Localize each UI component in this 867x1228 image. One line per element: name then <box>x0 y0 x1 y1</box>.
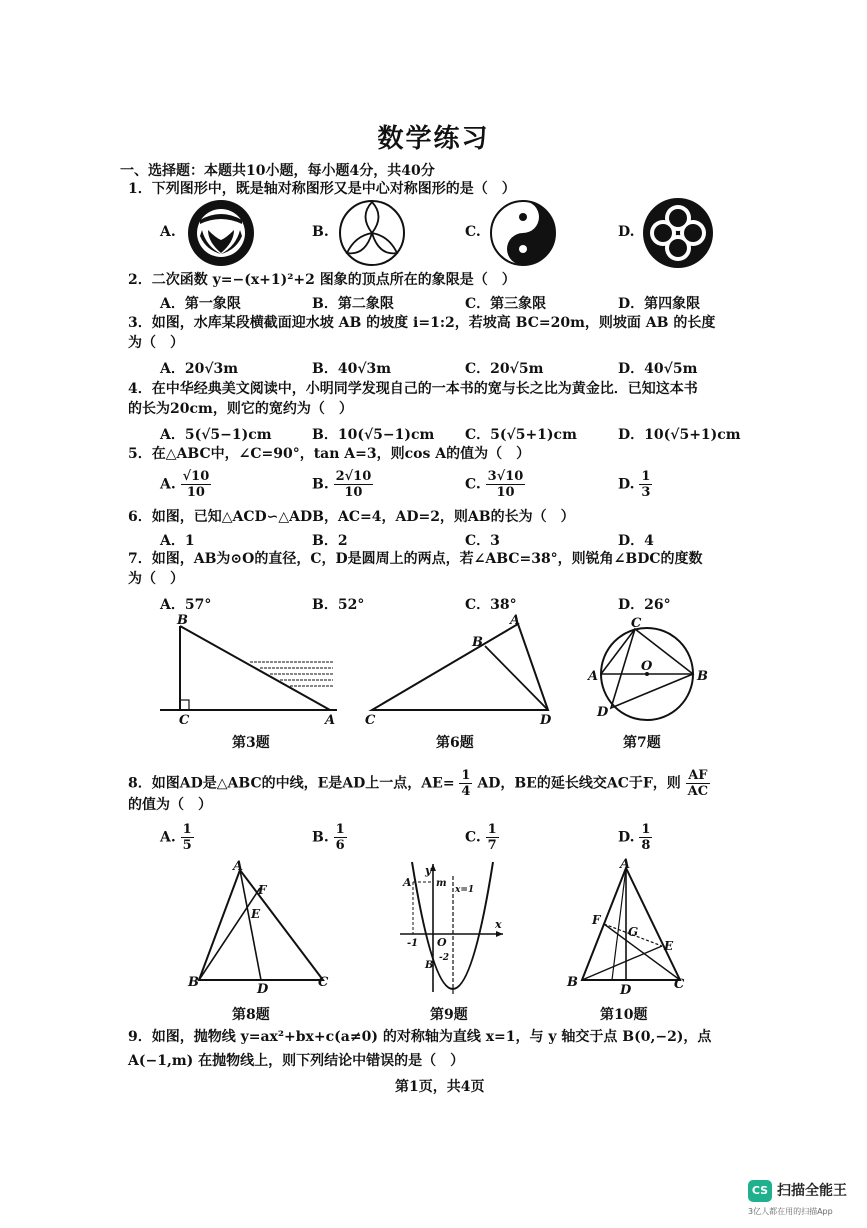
q4-stem-line1: 4．在中华经典美文阅读中，小明同学发现自己的一本书的宽与长之比为黄金比．已知这本书 <box>128 381 698 397</box>
q7-stem-line1: 7．如图，AB为⊙O的直径，C，D是圆周上的两点，若∠ABC=38°，则锐角∠BDC的度数 <box>128 551 703 567</box>
fig10-label-g: G <box>628 925 639 939</box>
q5-option-a-letter: A. <box>160 476 176 493</box>
q8-option-c <box>465 822 499 853</box>
fig8-label-a: A <box>233 859 244 874</box>
fig7-label-a: A <box>588 669 599 684</box>
q6-option-b: B．2 <box>312 533 348 549</box>
q5-c-denominator: 10 <box>496 485 515 500</box>
caption-fig8: 第8题 <box>232 1007 270 1023</box>
q5-c-numerator: 3√10 <box>487 469 524 484</box>
q8-ratio-numerator: AF <box>686 768 710 784</box>
q2-option-a: A．第一象限 <box>160 296 241 312</box>
q5-b-numerator: 2√10 <box>335 469 372 484</box>
section-heading: 一、选择题：本题共10小题，每小题4分，共40分 <box>120 163 435 179</box>
q8-b-numerator: 1 <box>335 822 345 837</box>
q6-option-d: D．4 <box>618 533 654 549</box>
q8-option-b-letter: B. <box>312 829 329 846</box>
scanner-slogan: 3亿人都在用的扫描App <box>748 1207 833 1216</box>
q2-stem: 2．二次函数 y=−(x+1)²+2 图象的顶点所在的象限是（ ） <box>128 272 516 288</box>
q8-a-numerator: 1 <box>182 822 192 837</box>
q7-option-a: A．57° <box>160 597 212 613</box>
q8-d-denominator: 8 <box>641 838 651 853</box>
caption-fig9: 第9题 <box>430 1007 468 1023</box>
q6-stem: 6．如图，已知△ACD∽△ADB，AC=4，AD=2，则AB的长为（ ） <box>128 509 575 525</box>
q6-option-c: C．3 <box>465 533 500 549</box>
q5-stem: 5．在△ABC中，∠C=90°，tan A=3，则cos A的值为（ ） <box>128 446 531 462</box>
caption-fig10: 第10题 <box>600 1007 648 1023</box>
figure-q3-slope <box>155 612 345 727</box>
q8-b-denominator: 6 <box>335 838 345 853</box>
q7-stem-line2: 为（ ） <box>128 571 184 587</box>
fig8-label-e: E <box>251 907 261 921</box>
scanner-logo-icon: CS <box>748 1180 772 1202</box>
q5-a-denominator: 10 <box>186 485 205 500</box>
q8-stem-part1: 8．如图AD是△ABC的中线，E是AD上一点，AE= <box>128 775 455 792</box>
fig3-label-b: B <box>177 613 188 628</box>
fig8-label-b: B <box>188 975 199 990</box>
fig10-label-a: A <box>620 857 631 872</box>
q1-stem: 1．下列图形中，既是轴对称图形又是中心对称图形的是（ ） <box>128 181 516 197</box>
q5-a-numerator: √10 <box>182 469 210 484</box>
fig9-label-b: B <box>425 960 434 971</box>
fig9-label-minus1: -1 <box>407 938 419 949</box>
fig3-label-c: C <box>179 713 190 727</box>
q8-stem-part2: AD，BE的延长线交AC于F，则 <box>477 775 681 792</box>
q4-option-d: D．10(√5+1)cm <box>618 427 741 443</box>
q1-option-c: C. <box>465 224 481 240</box>
caption-fig3: 第3题 <box>232 735 270 751</box>
q8-ratio-denominator: AC <box>687 784 709 799</box>
fig9-label-a: A <box>403 876 412 889</box>
q2-option-d: D．第四象限 <box>618 296 701 312</box>
fig9-label-m: m <box>436 878 447 889</box>
q5-option-b-letter: B. <box>312 476 329 493</box>
q3-stem-line1: 3．如图，水库某段横截面迎水坡 AB 的坡度 i=1:2，若坡高 BC=20m，则坡面 AB 的长度 <box>128 315 716 331</box>
q7-option-c: C．38° <box>465 597 517 613</box>
fig6-label-c: C <box>365 713 376 727</box>
q5-option-b <box>312 469 373 500</box>
q8-option-a <box>160 822 194 853</box>
q5-option-c-letter: C. <box>465 476 481 493</box>
fig9-label-y: y <box>425 864 432 877</box>
fig10-label-f: F <box>592 913 601 927</box>
fig10-label-d: D <box>620 983 632 998</box>
fig8-label-c: C <box>318 975 329 990</box>
figure-q7-circle <box>585 612 715 727</box>
fig6-label-d: D <box>540 713 552 727</box>
q5-b-denominator: 10 <box>344 485 363 500</box>
q7-option-b: B．52° <box>312 597 365 613</box>
q8-option-d-letter: D. <box>618 829 635 846</box>
q8-c-denominator: 7 <box>487 838 497 853</box>
q1-figure-c <box>488 198 558 268</box>
q5-option-a <box>160 469 211 500</box>
q7-option-d: D．26° <box>618 597 671 613</box>
fig8-label-d: D <box>257 982 269 993</box>
fig10-label-c: C <box>674 977 685 992</box>
q3-stem-line2: 为（ ） <box>128 335 184 351</box>
fig6-label-b: B <box>472 635 483 650</box>
q8-c-numerator: 1 <box>487 822 497 837</box>
q3-option-a: A．20√3m <box>160 361 239 377</box>
q1-option-a: A. <box>160 224 176 240</box>
q3-option-d: D．40√5m <box>618 361 698 377</box>
q8-stem-denominator: 4 <box>461 784 471 799</box>
q9-stem-line2: A(−1,m) 在抛物线上，则下列结论中错误的是（ ） <box>128 1053 465 1069</box>
fig9-label-o: O <box>437 936 447 949</box>
q8-stem-line2: 的值为（ ） <box>128 797 212 813</box>
q5-option-c <box>465 469 525 500</box>
q4-option-c: C．5(√5+1)cm <box>465 427 577 443</box>
q1-option-d: D. <box>618 224 635 240</box>
fig3-label-a: A <box>325 713 336 727</box>
fig8-label-f: F <box>258 883 267 897</box>
fig9-label-x: x <box>495 918 502 931</box>
q3-option-b: B．40√3m <box>312 361 392 377</box>
figure-q9-parabola <box>395 856 510 998</box>
q3-option-c: C．20√5m <box>465 361 544 377</box>
q8-stem-numerator: 1 <box>461 768 471 783</box>
fig9-label-minus2: -2 <box>439 953 449 963</box>
q5-d-numerator: 1 <box>641 469 651 484</box>
figure-q10-triangle <box>564 856 694 998</box>
q8-a-denominator: 5 <box>182 838 192 853</box>
caption-fig6: 第6题 <box>436 735 474 751</box>
q1-figure-b <box>337 198 407 268</box>
q8-option-d <box>618 822 652 853</box>
q8-stem-line1 <box>128 768 710 799</box>
fig10-label-b: B <box>567 975 578 990</box>
q4-option-b: B．10(√5−1)cm <box>312 427 435 443</box>
page-title: 数学练习 <box>377 124 490 154</box>
fig7-label-b: B <box>697 669 708 684</box>
q1-figure-a <box>186 198 256 268</box>
q8-option-b <box>312 822 347 853</box>
figure-q6-triangles <box>360 612 560 727</box>
q1-figure-d <box>641 196 715 270</box>
q5-option-d <box>618 469 652 500</box>
fig7-label-o: O <box>641 659 653 674</box>
q6-option-a: A．1 <box>160 533 195 549</box>
page-footer: 第1页，共4页 <box>395 1079 485 1095</box>
q8-option-c-letter: C. <box>465 829 481 846</box>
fig9-label-axis: x=1 <box>455 885 475 895</box>
q9-stem-line1: 9．如图，抛物线 y=ax²+bx+c(a≠0) 的对称轴为直线 x=1，与 y 轴交于点 B(0,−2)，点 <box>128 1029 712 1045</box>
q8-d-numerator: 1 <box>641 822 651 837</box>
figure-q8-triangle <box>185 858 335 993</box>
fig10-label-e: E <box>664 939 674 953</box>
scanner-app-name: 扫描全能王 <box>777 1183 847 1199</box>
q2-option-c: C．第三象限 <box>465 296 547 312</box>
q5-option-d-letter: D. <box>618 476 635 493</box>
q8-option-a-letter: A. <box>160 829 176 846</box>
caption-fig7: 第7题 <box>623 735 661 751</box>
q2-option-b: B．第二象限 <box>312 296 394 312</box>
fig6-label-a: A <box>510 613 521 628</box>
q1-option-b: B. <box>312 224 329 240</box>
fig7-label-c: C <box>631 616 642 631</box>
q4-stem-line2: 的长为20cm，则它的宽约为（ ） <box>128 401 353 417</box>
q4-option-a: A．5(√5−1)cm <box>160 427 272 443</box>
fig7-label-d: D <box>597 705 609 720</box>
q5-d-denominator: 3 <box>641 485 651 500</box>
